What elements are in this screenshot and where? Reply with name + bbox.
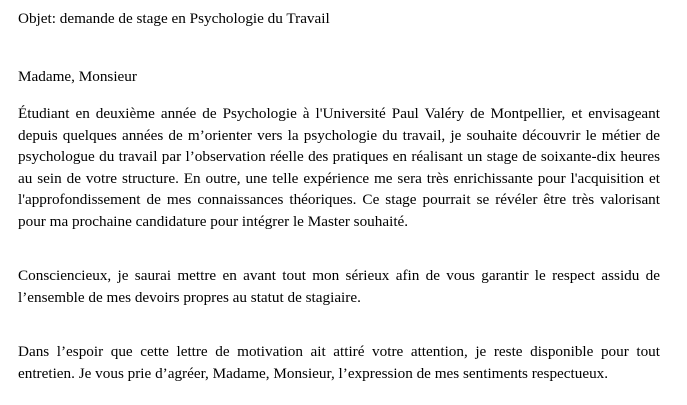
- letter-subject: Objet: demande de stage en Psychologie du Travail: [18, 10, 330, 27]
- letter-salutation: Madame, Monsieur: [18, 68, 137, 85]
- letter-paragraph: Étudiant en deuxième année de Psychologie à l'Université Paul Valéry de Montpellier, et envisageant depuis quelques années de m’orienter vers la psychologie du travail, je souhaite découvrir le métier de psychologue du travail par l’observation réelle des pratiques en réalisant un stage de soixante-dix heures au sein de votre structure. En outre, une telle expérience me sera très enrichissante pour l'acquisition et l'approfondissement de mes connaissances théoriques. Ce stage pourrait se révéler être très valorisant pour ma prochaine candidature pour intégrer le Master souhaité.: [18, 105, 660, 230]
- letter-paragraph: Dans l’espoir que cette lettre de motivation ait attiré votre attention, je reste disponible pour tout entretien. Je vous prie d’agréer, Madame, Monsieur, l’expression de mes sentiments respectueux.: [18, 343, 660, 382]
- letter-paragraph: Consciencieux, je saurai mettre en avant tout mon sérieux afin de vous garantir le respect assidu de l’ensemble de mes devoirs propres au statut de stagiaire.: [18, 267, 660, 306]
